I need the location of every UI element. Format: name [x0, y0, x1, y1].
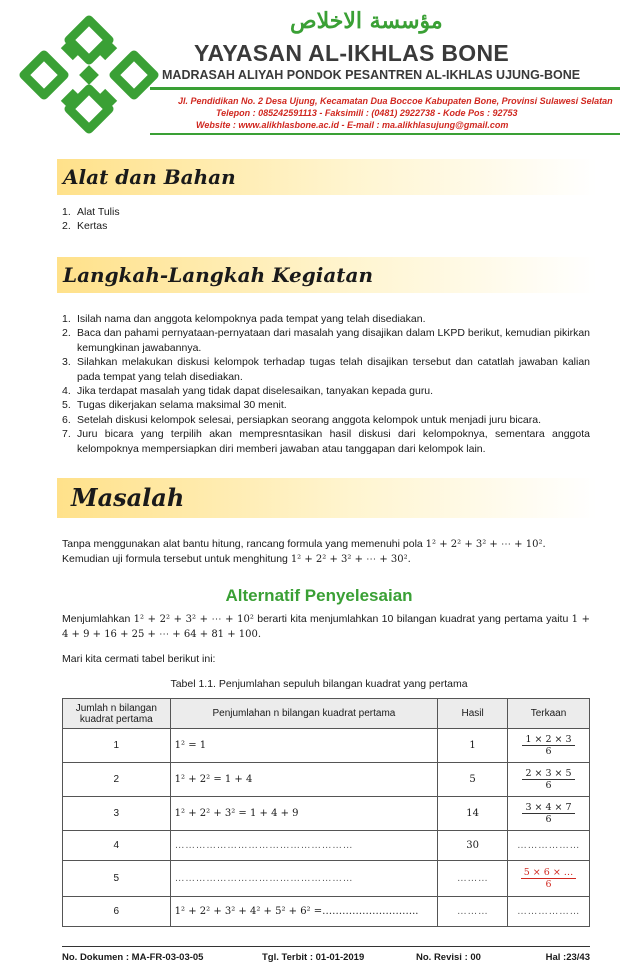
answer-blank[interactable]: ……… — [438, 861, 508, 897]
alternatif-instruction: Mari kita cermati tabel berikut ini: — [62, 653, 216, 665]
terkaan-fraction: $\frac{2 \times 3 \times 5}{6}$ — [522, 768, 574, 791]
table-row: 2 1² + 2² = 1 + 4 5 $\frac{2 \times 3 \times 5}{6}$ — [63, 763, 590, 797]
alternatif-heading: Alternatif Penyelesaian — [225, 586, 413, 605]
table-row: 3 1² + 2² + 3² = 1 + 4 + 9 14 $\frac{3 \times 4 \times 7}{6}$ — [63, 797, 590, 831]
page-number: Hal :23/43 — [545, 952, 590, 963]
header-divider-bottom — [150, 133, 620, 135]
section-title-masalah: Masalah — [71, 483, 185, 512]
section-banner-langkah — [57, 257, 597, 293]
header-divider — [150, 87, 620, 90]
school-name: MADRASAH ALIYAH PONDOK PESANTREN AL-IKHLAS UJUNG-BONE — [162, 68, 581, 82]
table-row: 6 1² + 2² + 3² + 4² + 5² + 6² =……………………….. ……… ……………… — [63, 897, 590, 927]
col-header-n: Jumlah n bilangan kuadrat pertama — [63, 699, 171, 729]
terkaan-fraction-red: $\frac{5 \times 6 \times \dots}{6}$ — [521, 867, 577, 890]
list-item: 5. Tugas dikerjakan selama maksimal 30 menit. — [62, 399, 287, 412]
section-banner-alat — [57, 159, 597, 195]
list-item: 1. Isilah nama dan anggota kelompoknya pada tempat yang telah disediakan. — [62, 313, 426, 325]
table-row: 5 …………………………………………… ……… $\frac{5 \times 6 \times \dots}{6}$ — [63, 861, 590, 897]
list-item: 3. Silahkan melakukan diskusi kelompok terhadap tugas telah disajikan tersebut dan catatlah jawaban kalian pada tempat yang telah disediakan. — [62, 356, 590, 383]
langkah-list — [62, 312, 590, 456]
list-item: 2. Kertas — [62, 220, 108, 233]
answer-blank[interactable]: ……… — [438, 897, 508, 927]
masalah-text: Tanpa menggunakan alat bantu hitung, rancang formula yang memenuhi pola 1² + 2² + 3² + ⋯ + 10². Kemudian uji formula tersebut untuk menghitung 1² + 2² + 3² + ⋯ + 30². — [62, 538, 546, 565]
doc-number: No. Dokumen : MA-FR-03-03-05 — [62, 952, 204, 963]
answer-blank[interactable]: 1² + 2² + 3² + 4² + 5² + 6² =……………………….. — [170, 897, 438, 927]
col-header-hasil: Hasil — [438, 699, 508, 729]
col-header-penjumlahan: Penjumlahan n bilangan kuadrat pertama — [170, 699, 438, 729]
foundation-name: YAYASAN AL-IKHLAS BONE — [194, 40, 510, 66]
letterhead — [0, 0, 638, 145]
school-phone: Telepon : 085242591113 - Faksimili : (0481) 2922738 - Kode Pos : 92753 — [216, 108, 518, 118]
terkaan-fraction: $\frac{1 \times 2 \times 3}{6}$ — [522, 734, 574, 757]
table-header-row — [63, 699, 590, 729]
list-item: 1. Alat Tulis — [62, 206, 120, 218]
section-title-alat: Alat dan Bahan — [63, 165, 236, 189]
col-header-terkaan: Terkaan — [508, 699, 590, 729]
answer-blank[interactable]: …………………………………………… — [170, 831, 438, 861]
list-item: 2. Baca dan pahami pernyataan-pernyataan dari masalah yang disajikan dalam LKPD berikut, kemudian pikirkan kemungkinan jawabannya. — [62, 327, 590, 354]
list-item: 7. Juru bicara yang terpilih akan mempresntasikan hasil diskusi dari kelompoknya, sementara anggota kelompoknya mempersiapkan diri memberi jawaban atau tanggapan dari kelompok lain. — [62, 428, 590, 455]
arabic-foundation-name: مؤسسة الاخلاص — [290, 8, 443, 34]
table-row: 4 …………………………………………… 30 ……………… — [63, 831, 590, 861]
issue-date: Tgl. Terbit : 01-01-2019 — [262, 952, 365, 963]
foundation-logo — [14, 12, 164, 137]
alat-list — [62, 205, 120, 234]
terkaan-fraction: $\frac{3 \times 4 \times 7}{6}$ — [522, 802, 574, 825]
revision-number: No. Revisi : 00 — [416, 952, 481, 963]
answer-blank[interactable]: …………………………………………… — [170, 861, 438, 897]
section-title-langkah: Langkah-Langkah Kegiatan — [63, 263, 374, 287]
list-item: 4. Jika terdapat masalah yang tidak dapat diselesaikan, tanyakan kepada guru. — [62, 385, 434, 398]
school-website: Website : www.alikhlasbone.ac.id - E-mail : ma.alikhlasujung@gmail.com — [196, 120, 509, 130]
school-address: Jl. Pendidikan No. 2 Desa Ujung, Kecamatan Dua Boccoe Kabupaten Bone, Provinsi Sulawesi Selatan — [178, 96, 613, 106]
table-row: 1 1² = 1 1 $\frac{1 \times 2 \times 3}{6}$ — [63, 729, 590, 763]
answer-blank[interactable]: ……………… — [508, 897, 590, 927]
table-caption: Tabel 1.1. Penjumlahan sepuluh bilangan kuadrat yang pertama — [170, 678, 468, 690]
alternatif-text: Menjumlahkan 1² + 2² + 3² + ⋯ + 10² berarti kita menjumlahkan 10 bilangan kuadrat yang pertama yaitu 1 + 4 + 9 + 16 + 25 + ⋯ + 64 + 81 + 100. — [62, 613, 591, 640]
answer-blank[interactable]: ……………… — [508, 831, 590, 861]
list-item: 6. Setelah diskusi kelompok selesai, persiapkan seorang anggota kelompok untuk menjadi juru bicara. — [62, 413, 542, 426]
section-banner-masalah — [57, 478, 597, 518]
sum-squares-table — [62, 698, 590, 927]
